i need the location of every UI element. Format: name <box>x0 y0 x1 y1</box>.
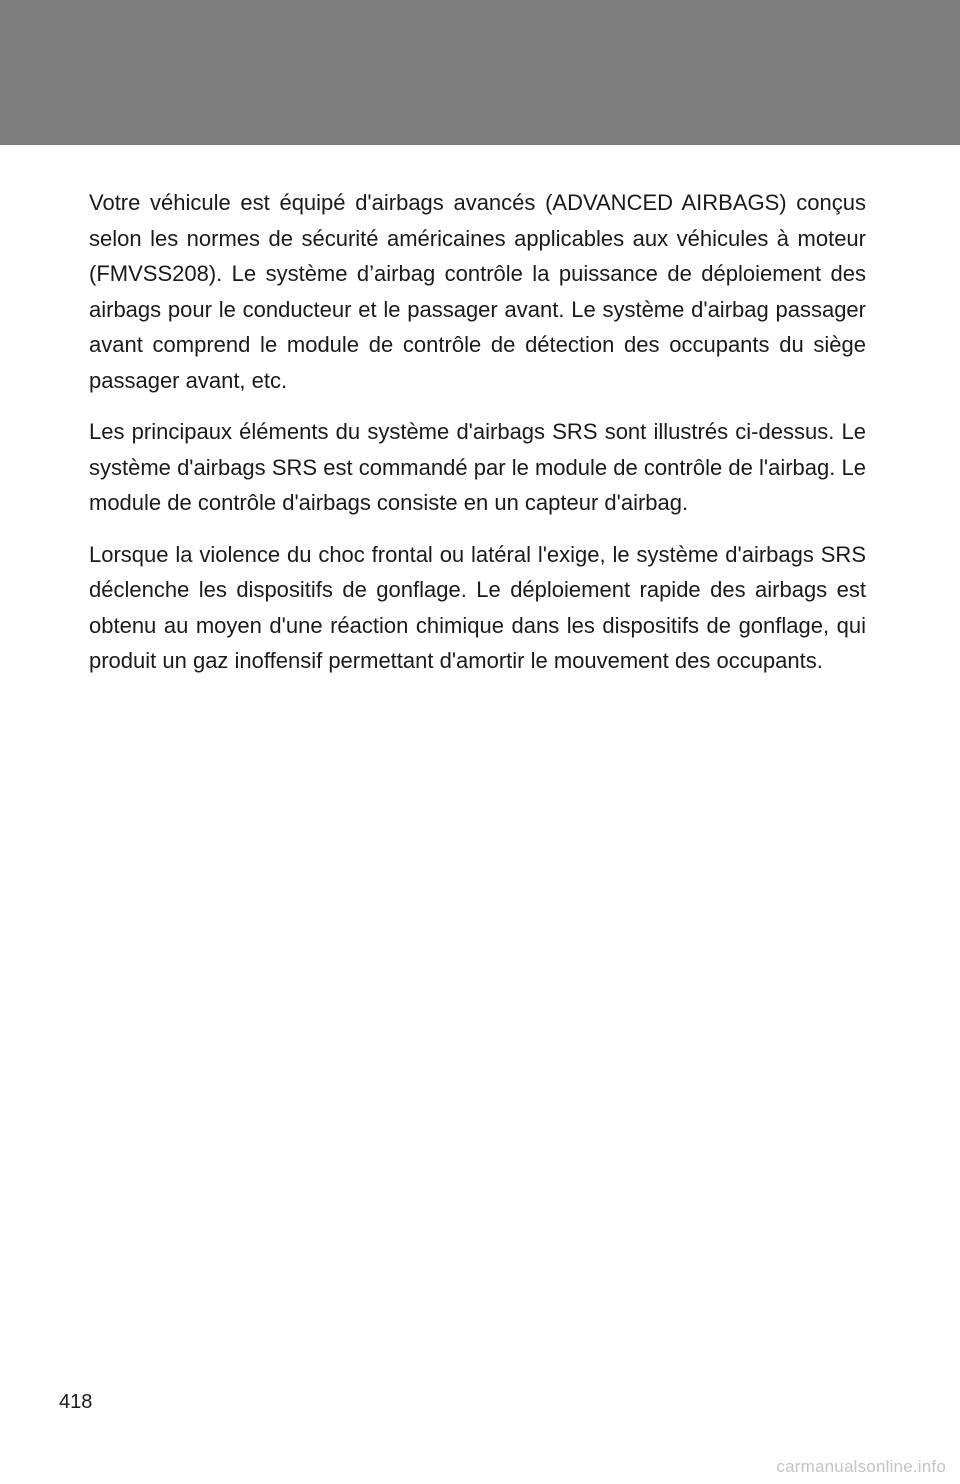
paragraph-advanced-airbags: Votre véhicule est équipé d'airbags avancés (ADVANCED AIRBAGS) conçus selon les normes de sécurité américaines applicables aux véhicules à moteur (FMVSS208). Le système d’airbag contrôle la puissance de déploiement des airbags pour le conducteur et le passager avant. Le système d'airbag passager avant comprend le module de contrôle de détection des occupants du siège passager avant, etc. <box>89 190 866 393</box>
watermark: carmanualsonline.info <box>776 1457 946 1476</box>
page-content <box>89 185 866 695</box>
paragraph-deployment: Lorsque la violence du choc frontal ou latéral l'exige, le système d'airbags SRS déclenche les dispositifs de gonflage. Le déploiement rapide des airbags est obtenu au moyen d'une réaction chimique dans les dispositifs de gonflage, qui produit un gaz inoffensif permettant d'amortir le mouvement des occupants. <box>89 541 866 673</box>
page-number: 418 <box>59 1391 93 1413</box>
paragraph-srs-components: Les principaux éléments du système d'airbags SRS sont illustrés ci-dessus. Le système d'airbags SRS est commandé par le module de contrôle de l'airbag. Le module de contrôle d'airbags consiste en un capteur d'airbag. <box>89 419 866 515</box>
header-band <box>0 0 960 145</box>
